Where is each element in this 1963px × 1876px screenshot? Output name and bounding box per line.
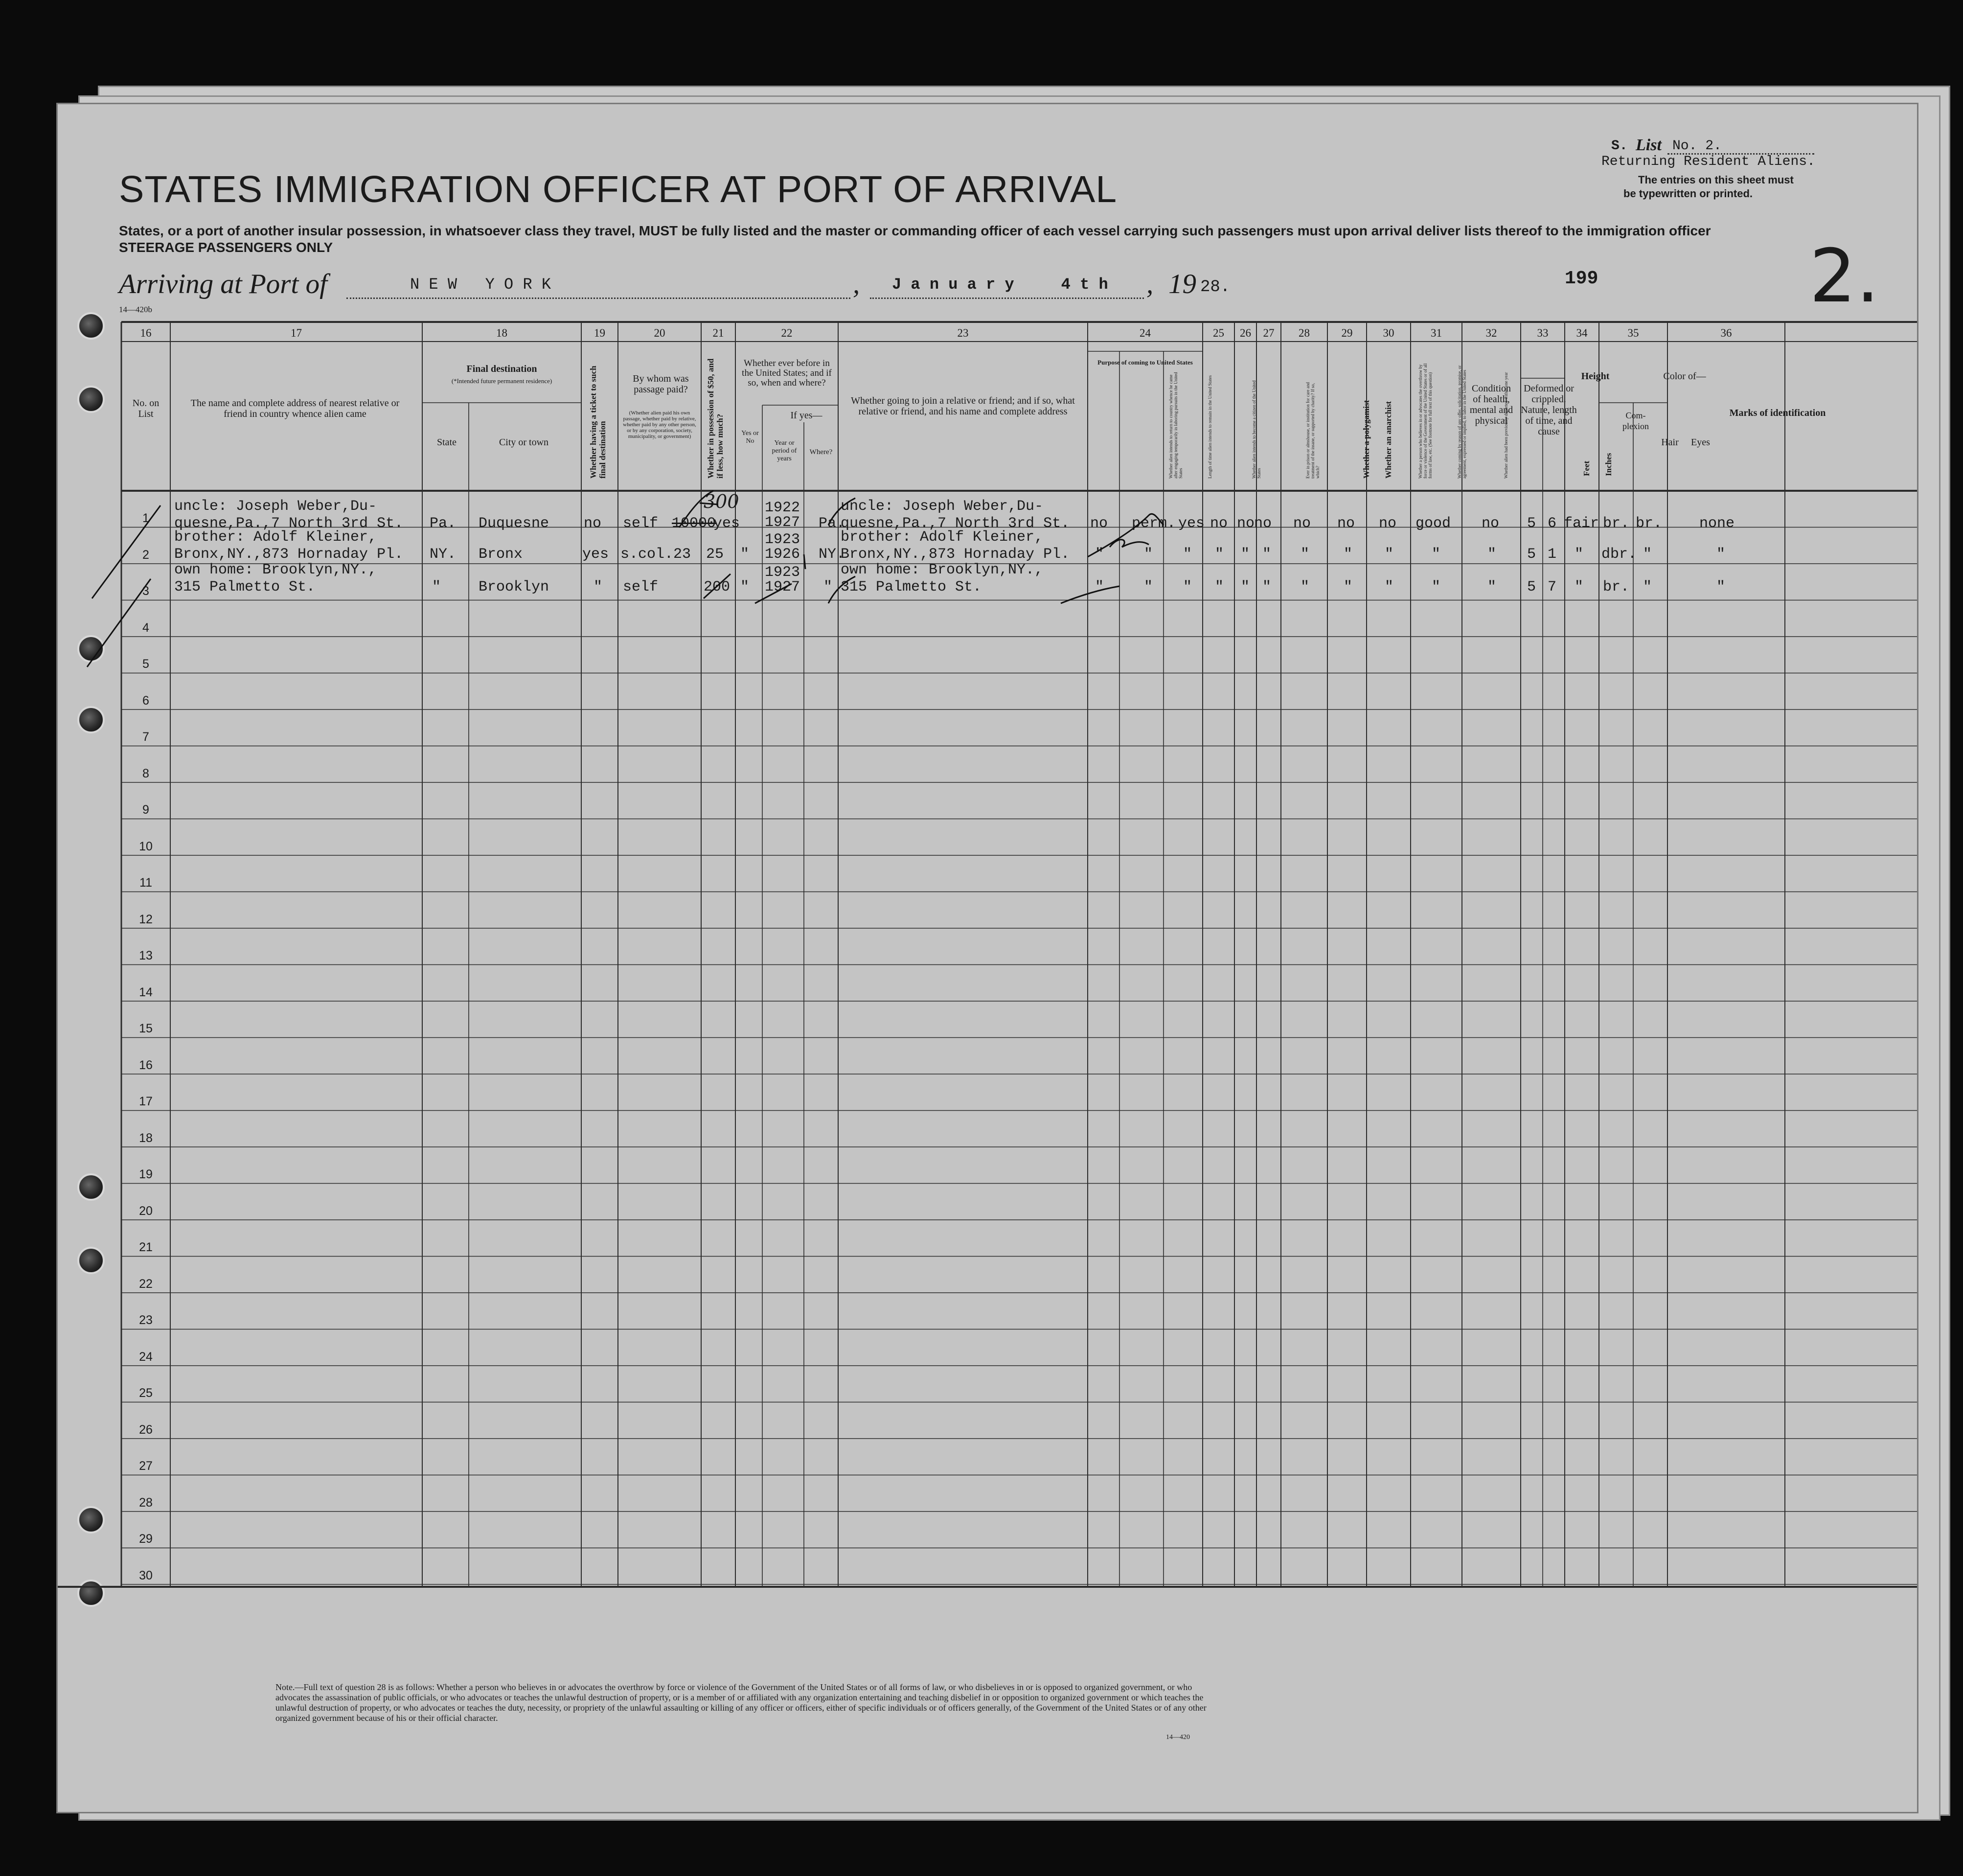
date-value: J a n u a r y 4 t h (892, 275, 1108, 294)
col-num-34: 34 (1576, 327, 1588, 339)
purpose-return: " (1095, 579, 1104, 595)
col-num-30: 30 (1383, 327, 1394, 339)
ink-money-strike (704, 574, 730, 598)
contract: " (1344, 546, 1353, 563)
feet: 5 (1527, 546, 1536, 563)
ink-where-tick (804, 554, 805, 569)
join-l2: 315 Palmetto St. (841, 579, 982, 595)
header-where: Where? (809, 448, 833, 456)
ink-join-tick-1 (828, 498, 855, 525)
header-complexion: Com- plexion (1622, 411, 1649, 431)
row-number: 2 (142, 548, 149, 562)
overthrow: no (1293, 515, 1311, 532)
purpose-length: " (1144, 546, 1153, 563)
where: NY. (819, 546, 845, 563)
row-number: 5 (142, 657, 149, 671)
header-state: State (437, 437, 457, 448)
header-deformed: Deformed or crippled. Nature, length of time, and cause (1521, 383, 1577, 437)
health: " (1432, 579, 1441, 595)
where: Pa. (819, 515, 845, 532)
eyes: " (1643, 546, 1652, 563)
ticket: " (593, 579, 603, 595)
header-height: Height (1581, 371, 1610, 382)
money: 25 (706, 546, 724, 563)
deported: " (1385, 546, 1394, 563)
inches: 1 (1548, 546, 1557, 563)
col-num-20: 20 (654, 327, 665, 339)
join-l1: uncle: Joseph Weber,Du- (841, 498, 1044, 515)
paid-by: s.col.23 (620, 546, 691, 563)
relative-l1: brother: Adolf Kleiner, (174, 529, 377, 546)
row-number: 9 (142, 803, 149, 817)
years-2: 1927 (765, 579, 800, 595)
purpose-length: perm. (1132, 515, 1176, 532)
ink-years-strike (755, 584, 792, 603)
arriving-label: Arriving at Port of (119, 269, 327, 299)
comma-sep: , (853, 269, 860, 299)
years-1: 1923 (765, 564, 800, 581)
feet: 5 (1527, 515, 1536, 532)
col-num-25: 25 (1213, 327, 1224, 339)
feet: 5 (1527, 579, 1536, 595)
col-num-18: 18 (496, 327, 507, 339)
hair: br. (1603, 515, 1630, 532)
ink-purpose-stroke (1088, 514, 1164, 557)
join-l1: own home: Brooklyn,NY., (841, 562, 1044, 578)
row-number: 30 (139, 1568, 153, 1582)
header-purpose-return: Whether alien intends to return to country whence he came after engaging temporarily in laboring pursuits in the United States (1168, 372, 1183, 479)
header-money: Whether in possession of $50, and if less, how much? (706, 358, 725, 479)
purpose-citizen: yes (1178, 515, 1205, 532)
years-1: 1923 (765, 531, 800, 548)
dest-city: Duquesne (479, 515, 549, 532)
eyes: " (1643, 579, 1652, 595)
col-num-19: 19 (594, 327, 605, 339)
row-number: 18 (139, 1131, 153, 1145)
anarchist: " (1262, 579, 1272, 595)
deformed: " (1487, 579, 1497, 595)
row-number: 19 (139, 1167, 153, 1181)
header-passage-note: (Whether alien paid his own passage, whether paid by relative, whether paid by any other person, or by any corporation, society, municipality, or government) (623, 410, 696, 439)
ink-purpose-stroke-2 (1061, 586, 1119, 603)
contract: " (1344, 579, 1353, 595)
inches: 6 (1548, 515, 1557, 532)
row-number: 1 (142, 511, 149, 525)
header-ticket: Whether having a ticket to such final destination (589, 366, 607, 479)
page-title: STATES IMMIGRATION OFFICER AT PORT OF ARRIVAL (119, 168, 1118, 210)
join-l2: quesne,Pa.,7 North 3rd St. (841, 515, 1070, 532)
col-num-27: 27 (1263, 327, 1275, 339)
header-purpose-citizen: Whether alien intends to become a citizen of the United States (1252, 380, 1261, 479)
header-prison: Ever in prison or almshouse, or institution for care and treatment of the insane, or supported by charity? If so, which? (1305, 382, 1320, 479)
before-yes-no: " (740, 579, 750, 595)
row-number: 15 (139, 1022, 153, 1035)
header-marks: Marks of identification (1729, 408, 1826, 418)
prison: " (1215, 579, 1224, 595)
col-num-33: 33 (1537, 327, 1549, 339)
returning-resident-label: Returning Resident Aliens. (1601, 154, 1815, 169)
contract: no (1337, 515, 1355, 532)
join-l2: Bronx,NY.,873 Hornaday Pl. (841, 546, 1070, 563)
ink-marks (58, 104, 1917, 1812)
purpose-citizen: " (1183, 546, 1192, 563)
ticket: yes (582, 546, 609, 563)
row-number: 16 (139, 1058, 153, 1072)
footnote-code: 14—420 (1166, 1734, 1190, 1741)
header-health: Condition of health, mental and physical (1469, 383, 1513, 426)
dest-state: NY. (430, 546, 457, 563)
polygamist: " (1241, 579, 1250, 595)
health: good (1415, 515, 1451, 532)
health: " (1432, 546, 1441, 563)
form-code: 14—420b (119, 305, 152, 314)
relative-l1: own home: Brooklyn,NY., (174, 562, 377, 578)
purpose-length: " (1144, 579, 1153, 595)
handwritten-sheet-number: 2. (1809, 234, 1880, 319)
row-number: 22 (139, 1277, 153, 1291)
header-inches: Inches (1604, 453, 1613, 476)
row-number: 21 (139, 1240, 153, 1254)
col-num-31: 31 (1431, 327, 1442, 339)
header-if-yes: If yes— (790, 410, 822, 421)
years-2: 1926 (765, 546, 800, 563)
row-number: 12 (139, 912, 153, 926)
purpose-citizen: " (1183, 579, 1192, 595)
complexion: fair (1564, 515, 1599, 532)
col-num-35: 35 (1627, 327, 1639, 339)
polygamist: " (1241, 546, 1250, 563)
row-number: 14 (139, 985, 153, 999)
before-yes-no: yes (713, 515, 740, 532)
footnote: Note.—Full text of question 28 is as follows: Whether a person who believes in or advocates the overthrow by force or violence of the Government of the United States or of all forms of law, or who disbelieves in or is opposed to organized government, or who advocates the assassination of public officials, or who advocates or teaches the unlawful destruction of property, or is a member of or affiliated with any organization entertaining and teaching disbelief in or opposition to organized government or which teaches the unlawful destruction of property, or who advocates or teaches the duty, necessity, or propriety of the unlawful assaulting or killing of any officer or officers, either of specific individuals or of officers generally, of the Government of the United States or of any other organized government because of his or their official character. (275, 1682, 1207, 1723)
prison: no (1210, 515, 1228, 532)
money: 200 (704, 579, 730, 595)
relative-l1: uncle: Joseph Weber,Du- (174, 498, 377, 515)
relative-l2: quesne,Pa.,7 North 3rd St. (174, 515, 404, 532)
inches: 7 (1548, 579, 1557, 595)
ticket: no (584, 515, 602, 532)
col-num-28: 28 (1299, 327, 1310, 339)
marks: " (1716, 579, 1726, 595)
header-color-of: Color of— (1663, 371, 1706, 382)
years-1: 1922 (765, 500, 800, 516)
row-number: 11 (139, 876, 152, 890)
header-ever-before: Whether ever before in the United States; and if so, when and where? (742, 358, 832, 388)
money: 10000 (672, 515, 716, 532)
marks: none (1699, 515, 1735, 532)
paid-by: self (623, 579, 659, 595)
port-value: N E W Y O R K (410, 275, 551, 294)
complexion: " (1575, 546, 1584, 563)
col-num-29: 29 (1341, 327, 1353, 339)
header-purpose-length: Length of time alien intends to remain in the United States (1208, 375, 1212, 479)
header-contract: Whether coming by reason of any offer, solicitation, promise, or agreement, expressed or implied, to labor in the United States (1457, 365, 1467, 479)
header-yes-no: Yes or No (741, 430, 759, 445)
col-num-16: 16 (140, 327, 152, 339)
dest-state: Pa. (430, 515, 457, 532)
years-2: 1927 (765, 514, 800, 531)
row-number: 24 (139, 1350, 153, 1364)
header-overthrow: Whether a person who believes in or advocates the overthrow by force or violence of the Government of the United States or of all forms of law, etc. (See footnote for full text of this question) (1418, 363, 1433, 479)
relative-l2: Bronx,NY.,873 Hornaday Pl. (174, 546, 404, 563)
row-number: 6 (142, 693, 149, 708)
row-number: 26 (139, 1422, 153, 1437)
dest-city: Brooklyn (479, 579, 549, 595)
deported: no (1379, 515, 1397, 532)
eyes: br. (1636, 515, 1663, 532)
list-number: No. 2. (1672, 138, 1722, 154)
col-num-21: 21 (712, 327, 724, 339)
deformed: no (1482, 515, 1500, 532)
header-passage-paid: By whom was passage paid? (633, 373, 689, 395)
header-anarchist: Whether an anarchist (1384, 401, 1393, 479)
row-number: 8 (142, 766, 149, 780)
col-num-17: 17 (291, 327, 302, 339)
dest-state: " (432, 579, 441, 595)
row-number: 20 (139, 1204, 153, 1218)
marks: " (1716, 546, 1726, 563)
dest-city: Bronx (479, 546, 523, 563)
hair: br. (1603, 579, 1630, 595)
col-num-23: 23 (957, 327, 969, 339)
complexion: " (1575, 579, 1584, 595)
header-join-relative: Whether going to join a relative or friend; and if so, what relative or friend, and his name and complete address (851, 395, 1075, 417)
header-purpose: Purpose of coming to United States (1097, 359, 1193, 366)
page-number: 199 (1565, 268, 1598, 289)
header-city: City or town (499, 437, 549, 448)
relative-l2: 315 Palmetto St. (174, 579, 316, 595)
header-hair: Hair (1661, 437, 1679, 448)
join-l1: brother: Adolf Kleiner, (841, 529, 1044, 546)
entries-note-2: be typewritten or printed. (1623, 187, 1753, 200)
row-number: 17 (139, 1095, 153, 1108)
ink-margin-stroke (87, 505, 160, 667)
entries-note-1: The entries on this sheet must (1638, 174, 1794, 186)
purpose-return: " (1095, 546, 1104, 563)
row-number: 13 (139, 949, 153, 962)
row-number: 27 (139, 1459, 153, 1473)
header-final-destination-note: (*Intended future permanent residence) (451, 377, 552, 385)
deported: " (1385, 579, 1394, 595)
row-number: 7 (142, 730, 149, 744)
prison: " (1215, 546, 1224, 563)
row-number: 25 (139, 1386, 153, 1400)
header-polygamist: Whether a polygamist (1362, 400, 1371, 479)
list-prefix: S. (1611, 138, 1628, 154)
paid-by: self (623, 515, 659, 532)
header-final-destination: Final destination (466, 364, 537, 374)
col-num-24: 24 (1140, 327, 1151, 339)
comma-sep: , (1146, 269, 1154, 299)
header-steerage: STEERAGE PASSENGERS ONLY (119, 240, 333, 255)
anarchist: " (1262, 546, 1272, 563)
list-label: List (1636, 136, 1662, 154)
row-number: 29 (139, 1532, 153, 1546)
ink-join-tick-2 (828, 576, 855, 603)
col-num-22: 22 (781, 327, 793, 339)
header-deported: Whether alien had been previously deported within one year (1504, 372, 1508, 479)
hair: dbr. (1601, 546, 1637, 563)
header-nearest-relative: The name and complete address of nearest relative or friend in country whence alien came (190, 398, 400, 419)
before-yes-no: " (740, 546, 750, 563)
ink-purpose-initials (1110, 540, 1149, 547)
purpose-return: no (1090, 515, 1108, 532)
anarchist: no (1254, 515, 1272, 532)
year-prefix: 19 (1168, 269, 1196, 299)
row-number: 28 (139, 1495, 153, 1510)
overthrow: " (1301, 579, 1310, 595)
col-num-26: 26 (1240, 327, 1251, 339)
header-years: Year or period of years (772, 439, 797, 462)
ink-check-mark (679, 491, 718, 527)
header-feet: Feet (1582, 460, 1591, 476)
row-number: 10 (139, 839, 153, 853)
manifest-sheet (56, 103, 1918, 1813)
header-no-on-list: No. on List (132, 398, 160, 419)
money-handwritten: 300 (704, 491, 739, 512)
where: " (823, 579, 833, 595)
header-instruction: States, or a port of another insular possession, in whatsoever class they travel, MUST be fully listed and the master or commanding officer of each vessel carrying such passengers must upon arrival deliver lists thereof to the immigration officer (119, 223, 1711, 238)
row-number: 23 (139, 1313, 153, 1327)
year-suffix: 28. (1200, 278, 1231, 297)
row-number: 3 (142, 584, 149, 598)
col-num-36: 36 (1720, 327, 1732, 339)
overthrow: " (1301, 546, 1310, 563)
polygamist: no (1237, 515, 1255, 532)
deformed: " (1487, 546, 1497, 563)
col-num-32: 32 (1485, 327, 1497, 339)
header-eyes: Eyes (1691, 437, 1710, 448)
row-number: 4 (142, 620, 149, 635)
